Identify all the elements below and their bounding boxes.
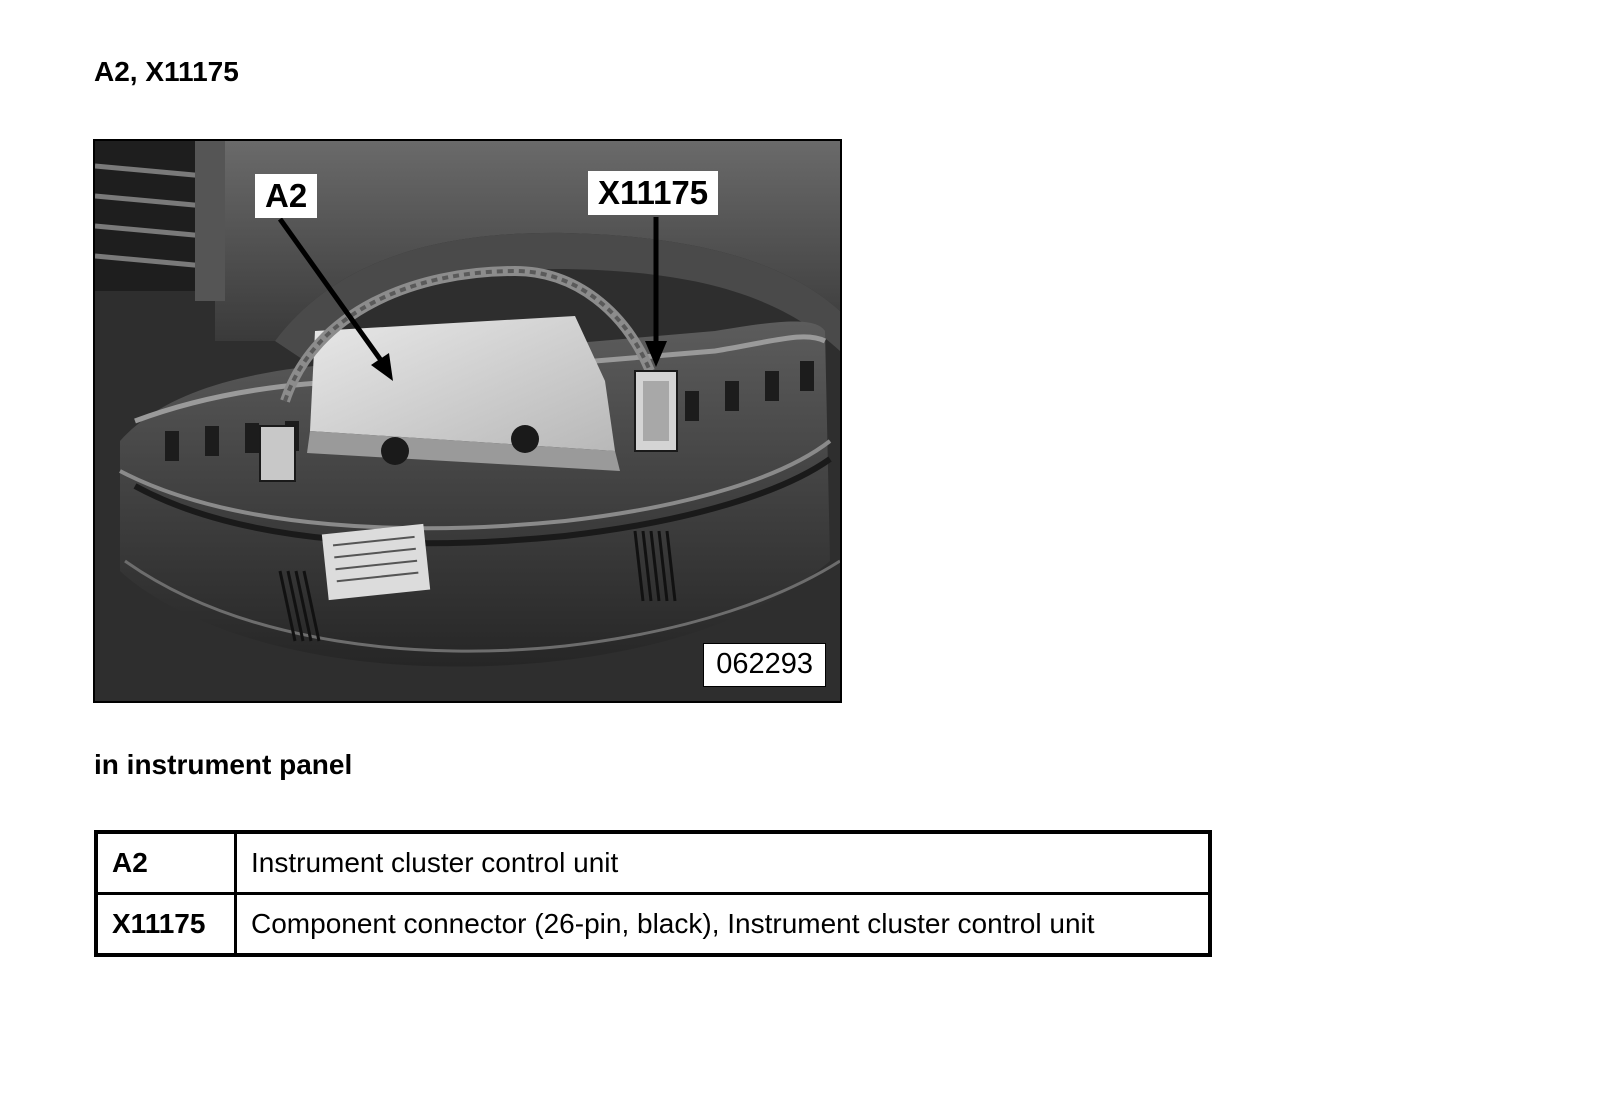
table-row [96, 894, 1210, 956]
legend-description: Component connector (26-pin, black), Instrument cluster control unit [236, 894, 1211, 956]
callout-x11175-label: X11175 [588, 171, 718, 215]
instrument-cluster-illustration [95, 141, 840, 701]
table-row [96, 832, 1210, 894]
location-caption: in instrument panel [94, 749, 353, 780]
legend-description: Instrument cluster control unit [236, 832, 1211, 894]
component-photo [93, 139, 842, 703]
page-title: A2, X11175 [94, 56, 239, 87]
image-number: 062293 [703, 643, 826, 687]
legend-code: A2 [96, 832, 236, 894]
legend-table [94, 830, 1212, 957]
callout-a2-label: A2 [255, 174, 317, 218]
legend-code: X11175 [96, 894, 236, 956]
